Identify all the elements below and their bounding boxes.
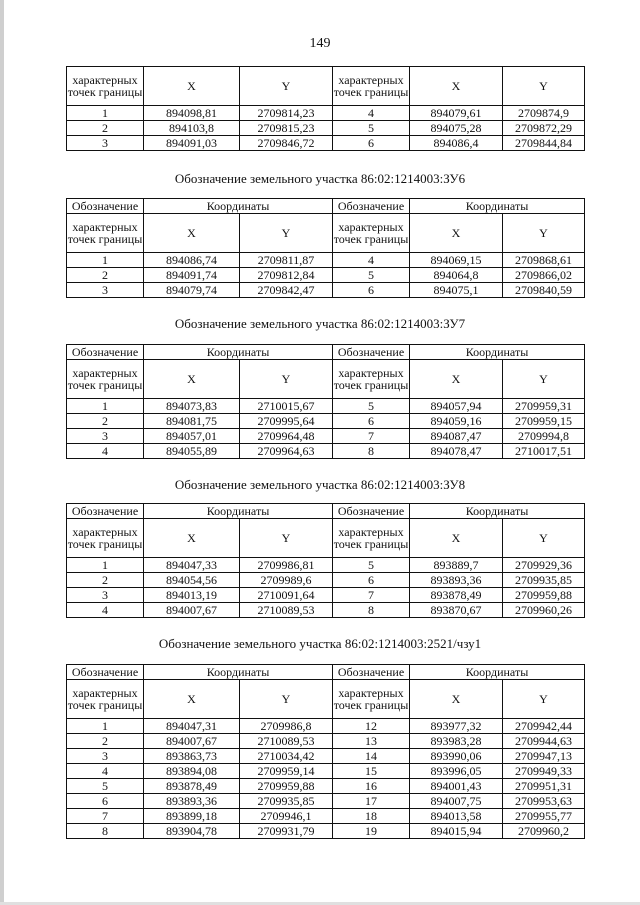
header-coordinates: Координаты — [410, 199, 585, 214]
header-point-sub: характерных точек границы — [333, 214, 410, 253]
y-coordinate: 2709840,59 — [503, 283, 585, 298]
y-coordinate: 2709872,29 — [503, 121, 585, 136]
scan-edge — [0, 0, 4, 905]
section-caption: Обозначение земельного участка 86:02:1214003:ЗУ6 — [174, 171, 466, 186]
y-coordinate: 2709994,8 — [503, 429, 585, 444]
y-coordinate: 2710089,53 — [240, 734, 333, 749]
point-number: 15 — [333, 764, 410, 779]
header-point-label: Обозначение — [67, 504, 144, 519]
coordinates-table — [66, 344, 585, 459]
point-number: 4 — [67, 764, 144, 779]
header-point-sub: характерных точек границы — [67, 360, 144, 399]
y-coordinate: 2709986,8 — [240, 719, 333, 734]
table-row — [67, 268, 585, 283]
y-coordinate: 2710015,67 — [240, 399, 333, 414]
x-coordinate: 893983,28 — [410, 734, 503, 749]
table-row — [67, 136, 585, 151]
header-coordinates: Координаты — [144, 345, 333, 360]
point-number: 6 — [333, 283, 410, 298]
y-coordinate: 2709959,14 — [240, 764, 333, 779]
point-number: 2 — [67, 121, 144, 136]
y-coordinate: 2709812,84 — [240, 268, 333, 283]
point-number: 6 — [333, 414, 410, 429]
header-point-sub: характерных точек границы — [67, 680, 144, 719]
y-coordinate: 2709814,23 — [240, 106, 333, 121]
header-x: X — [144, 519, 240, 558]
table-row — [67, 588, 585, 603]
header-x: X — [410, 680, 503, 719]
header-y: Y — [240, 360, 333, 399]
header-x: X — [144, 360, 240, 399]
y-coordinate: 2709931,79 — [240, 824, 333, 839]
point-number: 4 — [67, 603, 144, 618]
x-coordinate: 894079,61 — [410, 106, 503, 121]
x-coordinate: 893870,67 — [410, 603, 503, 618]
x-coordinate: 893893,36 — [144, 794, 240, 809]
y-coordinate: 2709951,31 — [503, 779, 585, 794]
y-coordinate: 2709995,64 — [240, 414, 333, 429]
table-row — [67, 734, 585, 749]
x-coordinate: 893893,36 — [410, 573, 503, 588]
y-coordinate: 2710091,64 — [240, 588, 333, 603]
x-coordinate: 894047,31 — [144, 719, 240, 734]
x-coordinate: 893904,78 — [144, 824, 240, 839]
header-point-label: Обозначение — [67, 665, 144, 680]
point-number: 3 — [67, 136, 144, 151]
x-coordinate: 893996,05 — [410, 764, 503, 779]
x-coordinate: 894075,28 — [410, 121, 503, 136]
point-number: 1 — [67, 253, 144, 268]
coordinates-table — [66, 664, 585, 839]
point-number: 7 — [333, 429, 410, 444]
point-number: 6 — [333, 136, 410, 151]
x-coordinate: 894001,43 — [410, 779, 503, 794]
point-number: 5 — [333, 399, 410, 414]
x-coordinate: 893899,18 — [144, 809, 240, 824]
x-coordinate: 894087,47 — [410, 429, 503, 444]
point-number: 5 — [333, 558, 410, 573]
header-coordinates: Координаты — [410, 665, 585, 680]
y-coordinate: 2709960,2 — [503, 824, 585, 839]
x-coordinate: 893863,73 — [144, 749, 240, 764]
y-coordinate: 2709846,72 — [240, 136, 333, 151]
point-number: 16 — [333, 779, 410, 794]
point-number: 5 — [67, 779, 144, 794]
point-number: 4 — [333, 253, 410, 268]
x-coordinate: 894098,81 — [144, 106, 240, 121]
x-coordinate: 894073,83 — [144, 399, 240, 414]
x-coordinate: 894055,89 — [144, 444, 240, 459]
point-number: 17 — [333, 794, 410, 809]
header-coordinates: Координаты — [410, 504, 585, 519]
x-coordinate: 893878,49 — [410, 588, 503, 603]
point-number: 18 — [333, 809, 410, 824]
x-coordinate: 894079,74 — [144, 283, 240, 298]
header-point-sub: характерных точек границы — [333, 680, 410, 719]
point-number: 8 — [333, 444, 410, 459]
header-y: Y — [240, 680, 333, 719]
y-coordinate: 2709989,6 — [240, 573, 333, 588]
x-coordinate: 894047,33 — [144, 558, 240, 573]
header-point-sub: характерных точек границы — [67, 214, 144, 253]
header-y: Y — [503, 519, 585, 558]
point-number: 2 — [67, 573, 144, 588]
x-coordinate: 894091,03 — [144, 136, 240, 151]
header-point-sub: характерных точек границы — [67, 67, 144, 106]
y-coordinate: 2709986,81 — [240, 558, 333, 573]
point-number: 3 — [67, 429, 144, 444]
table-row — [67, 429, 585, 444]
point-number: 19 — [333, 824, 410, 839]
x-coordinate: 894007,67 — [144, 603, 240, 618]
x-coordinate: 894064,8 — [410, 268, 503, 283]
x-coordinate: 894078,47 — [410, 444, 503, 459]
header-point-label: Обозначение — [333, 345, 410, 360]
point-number: 7 — [333, 588, 410, 603]
point-number: 8 — [333, 603, 410, 618]
header-y: Y — [240, 519, 333, 558]
table-row — [67, 809, 585, 824]
point-number: 8 — [67, 824, 144, 839]
y-coordinate: 2709868,61 — [503, 253, 585, 268]
point-number: 1 — [67, 399, 144, 414]
header-x: X — [410, 519, 503, 558]
y-coordinate: 2710089,53 — [240, 603, 333, 618]
point-number: 4 — [67, 444, 144, 459]
table-row — [67, 824, 585, 839]
y-coordinate: 2710034,42 — [240, 749, 333, 764]
header-y: Y — [503, 360, 585, 399]
point-number: 1 — [67, 558, 144, 573]
y-coordinate: 2709959,31 — [503, 399, 585, 414]
x-coordinate: 894075,1 — [410, 283, 503, 298]
x-coordinate: 893990,06 — [410, 749, 503, 764]
y-coordinate: 2709815,23 — [240, 121, 333, 136]
header-point-label: Обозначение — [67, 199, 144, 214]
x-coordinate: 894057,01 — [144, 429, 240, 444]
point-number: 1 — [67, 106, 144, 121]
header-point-sub: характерных точек границы — [67, 519, 144, 558]
table-row — [67, 558, 585, 573]
x-coordinate: 894013,19 — [144, 588, 240, 603]
header-coordinates: Координаты — [410, 345, 585, 360]
y-coordinate: 2709842,47 — [240, 283, 333, 298]
header-y: Y — [503, 67, 585, 106]
header-point-label: Обозначение — [333, 199, 410, 214]
header-coordinates: Координаты — [144, 504, 333, 519]
header-coordinates: Координаты — [144, 199, 333, 214]
header-y: Y — [240, 67, 333, 106]
x-coordinate: 894091,74 — [144, 268, 240, 283]
table-row — [67, 794, 585, 809]
header-x: X — [144, 67, 240, 106]
x-coordinate: 894015,94 — [410, 824, 503, 839]
header-x: X — [410, 360, 503, 399]
header-coordinates: Координаты — [144, 665, 333, 680]
coordinates-table — [66, 198, 585, 298]
header-point-sub: характерных точек границы — [333, 360, 410, 399]
point-number: 6 — [67, 794, 144, 809]
y-coordinate: 2709874,9 — [503, 106, 585, 121]
x-coordinate: 893878,49 — [144, 779, 240, 794]
table-row — [67, 121, 585, 136]
y-coordinate: 2709844,84 — [503, 136, 585, 151]
point-number: 1 — [67, 719, 144, 734]
y-coordinate: 2709866,02 — [503, 268, 585, 283]
coordinates-table — [66, 66, 585, 151]
table-row — [67, 719, 585, 734]
header-point-label: Обозначение — [333, 504, 410, 519]
y-coordinate: 2709964,48 — [240, 429, 333, 444]
point-number: 4 — [333, 106, 410, 121]
x-coordinate: 894069,15 — [410, 253, 503, 268]
x-coordinate: 894059,16 — [410, 414, 503, 429]
point-number: 12 — [333, 719, 410, 734]
header-y: Y — [240, 214, 333, 253]
x-coordinate: 893894,08 — [144, 764, 240, 779]
table-row — [67, 414, 585, 429]
section-caption: Обозначение земельного участка 86:02:1214003:ЗУ8 — [174, 477, 466, 492]
table-row — [67, 573, 585, 588]
x-coordinate: 894103,8 — [144, 121, 240, 136]
point-number: 13 — [333, 734, 410, 749]
y-coordinate: 2709947,13 — [503, 749, 585, 764]
point-number: 6 — [333, 573, 410, 588]
x-coordinate: 894057,94 — [410, 399, 503, 414]
header-point-sub: характерных точек границы — [333, 67, 410, 106]
point-number: 3 — [67, 749, 144, 764]
y-coordinate: 2709949,33 — [503, 764, 585, 779]
point-number: 5 — [333, 121, 410, 136]
x-coordinate: 894007,67 — [144, 734, 240, 749]
x-coordinate: 894081,75 — [144, 414, 240, 429]
header-y: Y — [503, 680, 585, 719]
x-coordinate: 894007,75 — [410, 794, 503, 809]
y-coordinate: 2709959,15 — [503, 414, 585, 429]
table-row — [67, 253, 585, 268]
y-coordinate: 2710017,51 — [503, 444, 585, 459]
x-coordinate: 894086,74 — [144, 253, 240, 268]
y-coordinate: 2709942,44 — [503, 719, 585, 734]
y-coordinate: 2709960,26 — [503, 603, 585, 618]
table-row — [67, 603, 585, 618]
header-point-label: Обозначение — [67, 345, 144, 360]
header-x: X — [410, 214, 503, 253]
point-number: 2 — [67, 268, 144, 283]
point-number: 2 — [67, 414, 144, 429]
point-number: 3 — [67, 588, 144, 603]
y-coordinate: 2709964,63 — [240, 444, 333, 459]
y-coordinate: 2709946,1 — [240, 809, 333, 824]
y-coordinate: 2709929,36 — [503, 558, 585, 573]
table-row — [67, 106, 585, 121]
point-number: 2 — [67, 734, 144, 749]
table-row — [67, 399, 585, 414]
point-number: 7 — [67, 809, 144, 824]
y-coordinate: 2709953,63 — [503, 794, 585, 809]
y-coordinate: 2709955,77 — [503, 809, 585, 824]
x-coordinate: 894013,58 — [410, 809, 503, 824]
header-x: X — [410, 67, 503, 106]
table-row — [67, 283, 585, 298]
header-x: X — [144, 214, 240, 253]
point-number: 5 — [333, 268, 410, 283]
table-row — [67, 444, 585, 459]
section-caption: Обозначение земельного участка 86:02:1214003:2521/чзу1 — [158, 636, 482, 651]
table-row — [67, 779, 585, 794]
y-coordinate: 2709959,88 — [240, 779, 333, 794]
x-coordinate: 893889,7 — [410, 558, 503, 573]
header-x: X — [144, 680, 240, 719]
x-coordinate: 894086,4 — [410, 136, 503, 151]
y-coordinate: 2709935,85 — [240, 794, 333, 809]
page-number: 149 — [309, 36, 331, 51]
y-coordinate: 2709935,85 — [503, 573, 585, 588]
table-row — [67, 749, 585, 764]
point-number: 3 — [67, 283, 144, 298]
table-row — [67, 764, 585, 779]
y-coordinate: 2709944,63 — [503, 734, 585, 749]
point-number: 14 — [333, 749, 410, 764]
coordinates-table — [66, 503, 585, 618]
x-coordinate: 894054,56 — [144, 573, 240, 588]
section-caption: Обозначение земельного участка 86:02:1214003:ЗУ7 — [174, 316, 466, 331]
y-coordinate: 2709959,88 — [503, 588, 585, 603]
header-y: Y — [503, 214, 585, 253]
y-coordinate: 2709811,87 — [240, 253, 333, 268]
x-coordinate: 893977,32 — [410, 719, 503, 734]
header-point-sub: характерных точек границы — [333, 519, 410, 558]
header-point-label: Обозначение — [333, 665, 410, 680]
